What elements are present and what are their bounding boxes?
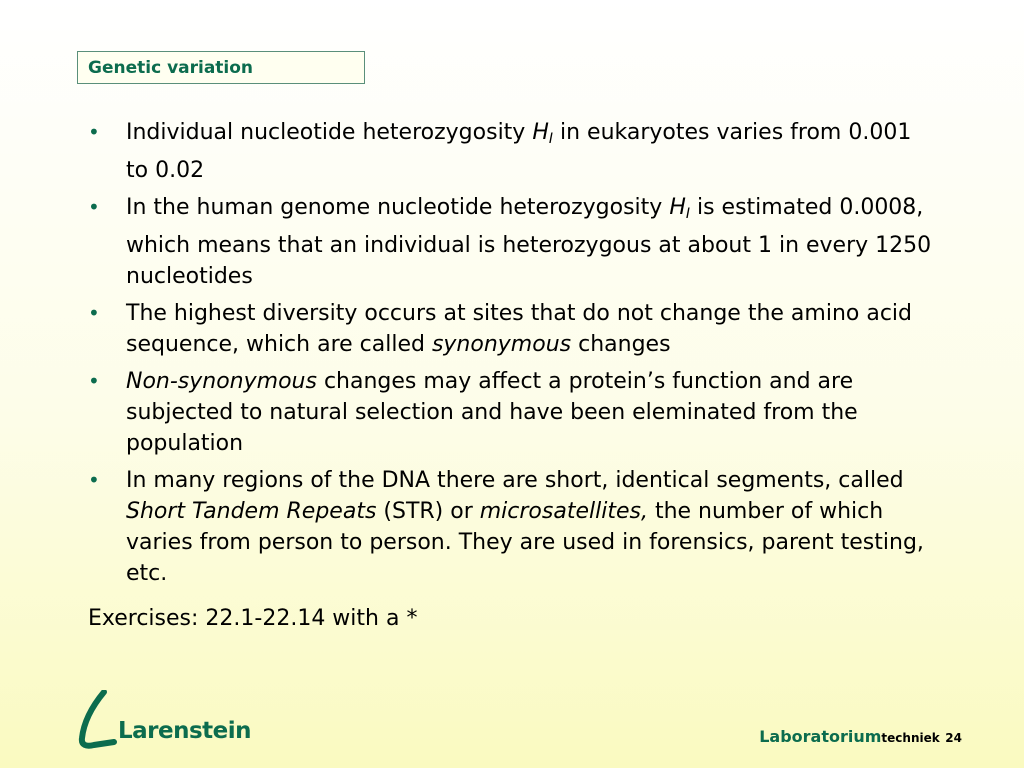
exercises-note: Exercises: 22.1-22.14 with a * bbox=[88, 606, 418, 631]
bullet-text: changes may affect a protein’s function and are subjected to natural selection and have been eleminated from the population bbox=[126, 369, 858, 456]
bullet-item bbox=[88, 192, 938, 292]
footer-label-big: Laboratorium bbox=[759, 727, 882, 746]
symbol-h: H bbox=[669, 195, 686, 220]
page-number: 24 bbox=[945, 731, 962, 745]
bullet-text: In many regions of the DNA there are short, identical segments, called bbox=[126, 468, 904, 493]
bullet-text: In the human genome nucleotide heterozygosity bbox=[126, 195, 670, 220]
logo-text: Larenstein bbox=[118, 718, 252, 744]
bullet-item bbox=[88, 298, 938, 360]
symbol-h: H bbox=[532, 120, 549, 145]
symbol-subscript: I bbox=[548, 131, 554, 147]
bullet-item bbox=[88, 117, 938, 186]
bullet-text: the number of which varies from person to person. They are used in forensics, parent testing, etc. bbox=[126, 499, 924, 586]
footer-label-small: techniek bbox=[881, 731, 940, 745]
bullet-dot-icon: • bbox=[88, 468, 100, 492]
emphasis-text: microsatellites, bbox=[479, 499, 648, 524]
emphasis-text: Short Tandem Repeats bbox=[126, 499, 377, 524]
symbol-subscript: I bbox=[685, 206, 690, 222]
bullet-text: is estimated 0.0008, which means that an individual is heterozygous at about 1 in every 1250 nucleotides bbox=[126, 195, 932, 289]
bullet-item bbox=[88, 366, 938, 459]
bullet-text: in eukaryotes varies from 0.001 to 0.02 bbox=[126, 120, 912, 183]
bullet-text: changes bbox=[571, 332, 671, 357]
bullet-dot-icon: • bbox=[88, 120, 100, 144]
larenstein-logo bbox=[74, 690, 254, 752]
emphasis-text: Non-synonymous bbox=[126, 369, 317, 394]
bullet-dot-icon: • bbox=[88, 369, 100, 393]
bullet-text: The highest diversity occurs at sites that do not change the amino acid sequence, which are called bbox=[126, 301, 913, 357]
slide-title: Genetic variation bbox=[77, 51, 365, 84]
bullet-text: (STR) or bbox=[376, 499, 480, 524]
bullet-dot-icon: • bbox=[88, 195, 100, 219]
logo-mark-icon bbox=[74, 690, 118, 752]
bullet-dot-icon: • bbox=[88, 301, 100, 325]
bullet-list bbox=[88, 117, 938, 595]
bullet-text: Individual nucleotide heterozygosity bbox=[126, 120, 533, 145]
emphasis-text: synonymous bbox=[431, 332, 572, 357]
bullet-item bbox=[88, 465, 938, 589]
footer bbox=[759, 727, 962, 746]
